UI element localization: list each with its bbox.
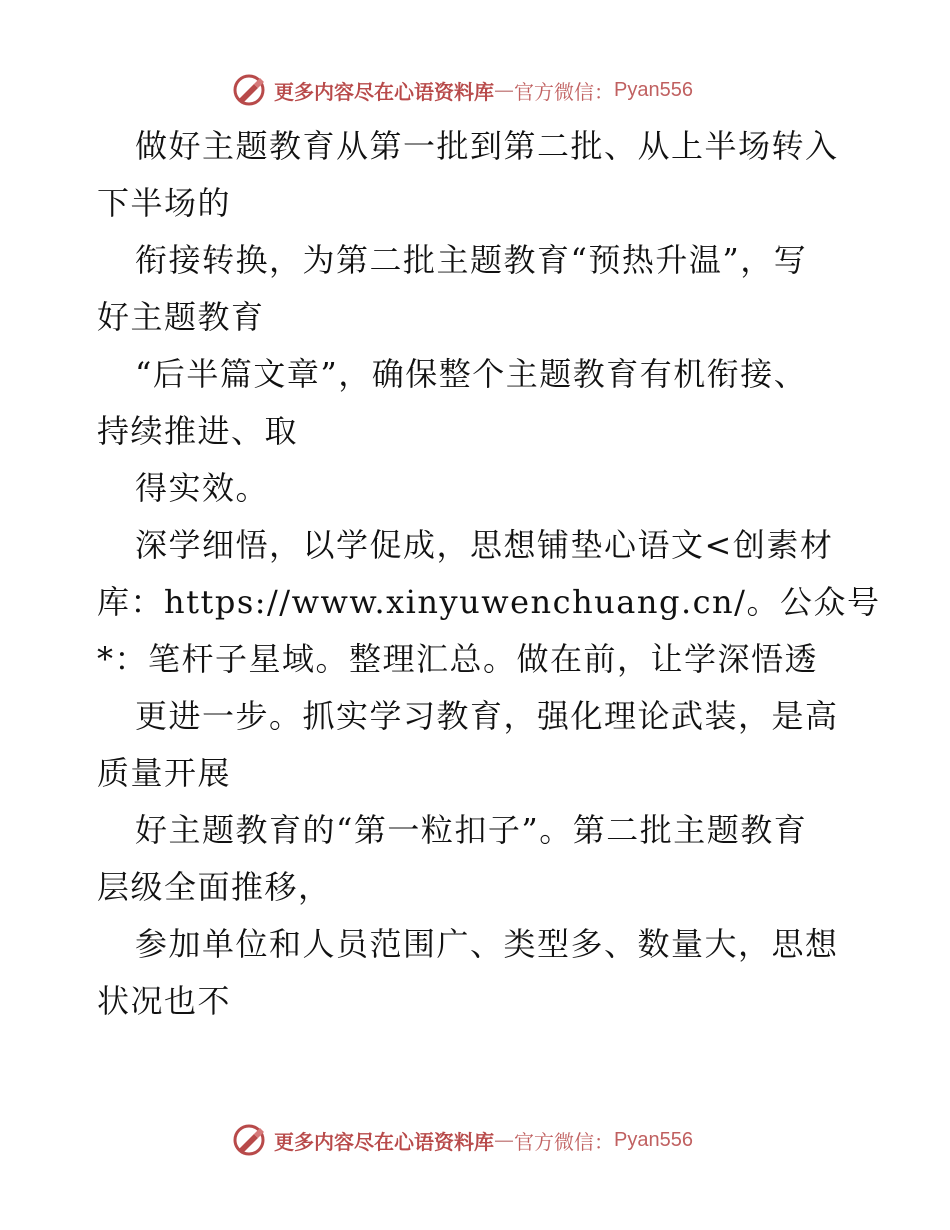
body-line: 得实效。 (135, 469, 270, 507)
watermark-wechat-label: 官方微信： (514, 79, 614, 104)
watermark-wechat-handle: Pyan556 (614, 1128, 693, 1151)
watermark-text: 更多内容尽在心语资料库 (274, 79, 494, 104)
body-line: 下半场的 (97, 184, 232, 222)
body-line: 状况也不 (97, 982, 232, 1020)
body-line: 参加单位和人员范围广、类型多、数量大，思想 (135, 925, 839, 963)
watermark-wechat-handle: Pyan556 (614, 78, 693, 101)
header-watermark (232, 72, 693, 108)
body-line: 好主题教育 (97, 298, 265, 336)
body-line: 更进一步。抓实学习教育，强化理论武装，是高 (135, 697, 839, 735)
body-line: *：笔杆子星域。整理汇总。做在前，让学深悟透 (97, 640, 819, 678)
pen-logo-icon (232, 1123, 266, 1157)
body-line: 做好主题教育从第一批到第二批、从上半场转入 (135, 127, 839, 165)
body-line: 库：https://www.xinyuwenchuang.cn/。公众号 (97, 583, 881, 621)
watermark-wechat-label: 官方微信： (514, 1129, 614, 1154)
watermark-text: 更多内容尽在心语资料库 (274, 1129, 494, 1154)
watermark-separator: — (494, 78, 514, 102)
body-line: 质量开展 (97, 754, 232, 792)
body-line: 好主题教育的“第一粒扣子”。第二批主题教育 (135, 811, 808, 849)
document-body (97, 118, 881, 1030)
body-line: 衔接转换，为第二批主题教育“预热升温”，写 (135, 241, 808, 279)
watermark-separator: — (494, 1128, 514, 1152)
body-line: 持续推进、取 (97, 412, 299, 450)
body-line: “后半篇文章”，确保整个主题教育有机衔接、 (135, 355, 808, 393)
body-line: 层级全面推移， (97, 868, 332, 906)
pen-logo-icon (232, 73, 266, 107)
body-line: 深学细悟，以学促成，思想铺垫心语文<创素材 (135, 526, 834, 564)
footer-watermark (232, 1122, 693, 1158)
